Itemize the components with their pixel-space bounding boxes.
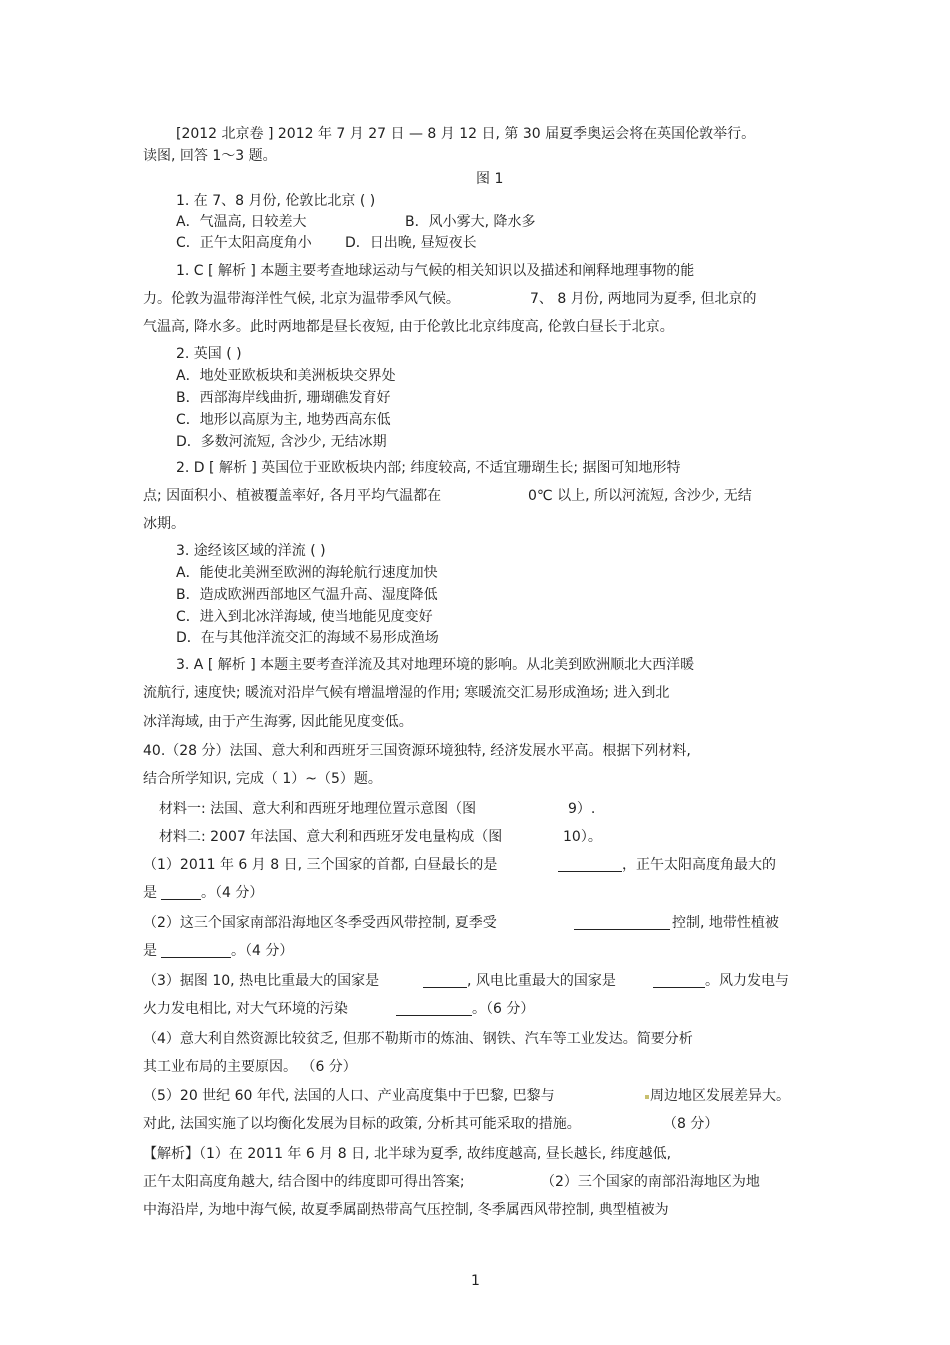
part-2-answer-blank-1[interactable] <box>574 915 670 930</box>
part-4-text-a: （4）意大利自然资源比较贫乏, 但那不勒斯市的炼油、钢铁、汽车等工业发达。简要分析 <box>143 1031 693 1047</box>
intro-line-1: [2012 北京卷 ] 2012 年 7 月 27 日 — 8 月 12 日, 第 30 届夏季奥运会将在英国伦敦举行。 <box>176 126 756 142</box>
material-2-figure-ref: 10）。 <box>563 829 602 845</box>
part-3-answer-blank-2[interactable] <box>653 973 705 988</box>
material-1-text: 材料一: 法国、意大利和西班牙地理位置示意图（图 <box>159 801 477 817</box>
q40-heading-line-2: 结合所学知识, 完成（ 1）~（5）题。 <box>143 771 382 787</box>
q3-option-d: D．在与其他洋流交汇的海域不易形成渔场 <box>176 630 439 646</box>
part-5-score: （8 分） <box>663 1116 719 1132</box>
material-1-figure-ref: 9）. <box>568 801 596 817</box>
q2-option-a: A．地处亚欧板块和美洲板块交界处 <box>176 368 396 384</box>
q1-option-d: D．日出晚, 昼短夜长 <box>345 235 477 251</box>
q2-stem: 2. 英国 ( ) <box>176 346 242 362</box>
q2-option-c: C．地形以高原为主, 地势西高东低 <box>176 412 391 428</box>
q1-explanation-line-2a: 力。伦敦为温带海洋性气候, 北京为温带季风气候。 <box>143 291 460 307</box>
part-1-answer-blank-2[interactable] <box>161 885 201 900</box>
analysis-line-1: 【解析】（1）在 2011 年 6 月 8 日, 北半球为夏季, 故纬度越高, 昼长越长, 纬度越低, <box>143 1146 672 1162</box>
q2-explanation-line-2a: 点; 因面积小、植被覆盖率好, 各月平均气温都在 <box>143 488 442 504</box>
part-3-answer-blank-1[interactable] <box>423 973 467 988</box>
part-1-answer-blank-1[interactable] <box>558 857 622 872</box>
part-2-answer-blank-2[interactable] <box>161 943 231 958</box>
analysis-line-2a: 正午太阳高度角越大, 结合图中的纬度即可得出答案; <box>143 1174 465 1190</box>
intro-line-2: 读图, 回答 1～3 题。 <box>143 148 277 164</box>
q1-stem: 1. 在 7、8 月份, 伦敦比北京 ( ) <box>176 193 376 209</box>
material-2-text: 材料二: 2007 年法国、意大利和西班牙发电量构成（图 <box>159 829 503 845</box>
part-5-text-a: （5）20 世纪 60 年代, 法国的人口、产业高度集中于巴黎, 巴黎与 <box>143 1088 555 1104</box>
q3-option-a: A．能使北美洲至欧洲的海轮航行速度加快 <box>176 565 438 581</box>
part-1-text-b: ，正午太阳高度角最大的 <box>622 857 776 873</box>
q2-option-d: D．多数河流短, 含沙少, 无结冰期 <box>176 434 387 450</box>
analysis-line-2b: （2）三个国家的南部沿海地区为地 <box>541 1174 760 1190</box>
part-3-answer-blank-3[interactable] <box>396 1001 472 1016</box>
part-3-text-c: 。风力发电与 <box>705 973 789 989</box>
q1-explanation-line-2b: 7、 8 月份, 两地同为夏季, 但北京的 <box>530 291 757 307</box>
q2-explanation-line-2b: 0℃ 以上, 所以河流短, 含沙少, 无结 <box>528 488 752 504</box>
part-2-text-c: 是 <box>143 943 157 959</box>
q1-option-b: B．风小雾大, 降水多 <box>405 214 536 230</box>
q3-explanation-line-3: 冰洋海域, 由于产生海雾, 因此能见度变低。 <box>143 714 413 730</box>
part-1-text-a: （1）2011 年 6 月 8 日, 三个国家的首都, 白昼最长的是 <box>143 857 498 873</box>
q2-explanation-line-3: 冰期。 <box>143 516 185 532</box>
q3-explanation-line-1: 3. A [ 解析 ] 本题主要考查洋流及其对地理环境的影响。从北美到欧洲顺北大西洋暖 <box>176 657 695 673</box>
q3-explanation-line-2: 流航行, 速度快; 暖流对沿岸气候有增温增湿的作用; 寒暖流交汇易形成渔场; 进入到北 <box>143 685 670 701</box>
part-5-text-b-content: 周边地区发展差异大。 <box>650 1088 790 1104</box>
q3-option-b: B．造成欧洲西部地区气温升高、湿度降低 <box>176 587 438 603</box>
page-number: 1 <box>471 1273 480 1289</box>
part-2-text-b: 控制, 地带性植被 <box>672 915 779 931</box>
part-5-text-c: 对此, 法国实施了以均衡化发展为目标的政策, 分析其可能采取的措施。 <box>143 1116 581 1132</box>
q1-option-c: C．正午太阳高度角小 <box>176 235 312 251</box>
q40-heading-line-1: 40.（28 分）法国、意大利和西班牙三国资源环境独特, 经济发展水平高。根据下列材料, <box>143 743 691 759</box>
part-3-text-b: , 风电比重最大的国家是 <box>467 973 616 989</box>
part-4-text-b: 其工业布局的主要原因。 （6 分） <box>143 1059 357 1075</box>
q1-explanation-line-3: 气温高, 降水多。此时两地都是昼长夜短, 由于伦敦比北京纬度高, 伦敦白昼长于北京。 <box>143 319 674 335</box>
q1-option-a: A．气温高, 日较差大 <box>176 214 307 230</box>
q3-option-c: C．进入到北冰洋海域, 使当地能见度变好 <box>176 609 433 625</box>
q2-explanation-line-1: 2. D [ 解析 ] 英国位于亚欧板块内部; 纬度较高, 不适宜珊瑚生长; 据图可知地形特 <box>176 460 681 476</box>
part-5-text-b <box>645 1087 790 1105</box>
part-3-text-a: （3）据图 10, 热电比重最大的国家是 <box>143 973 380 989</box>
part-3-score: 。（6 分） <box>472 1001 535 1017</box>
part-1-text-c: 是 <box>143 885 157 901</box>
q2-option-b: B．西部海岸线曲折, 珊瑚礁发育好 <box>176 390 391 406</box>
part-2-text-a: （2）这三个国家南部沿海地区冬季受西风带控制, 夏季受 <box>143 915 497 931</box>
part-3-text-d: 火力发电相比, 对大气环境的污染 <box>143 1001 348 1017</box>
marker-dot <box>645 1095 649 1099</box>
part-1-score: 。（4 分） <box>201 885 264 901</box>
part-2-score: 。（4 分） <box>231 943 294 959</box>
figure-label: 图 1 <box>476 171 504 187</box>
q3-stem: 3. 途经该区域的洋流 ( ) <box>176 543 326 559</box>
analysis-line-3: 中海沿岸, 为地中海气候, 故夏季属副热带高气压控制, 冬季属西风带控制, 典型植被为 <box>143 1202 669 1218</box>
q1-explanation-line-1: 1. C [ 解析 ] 本题主要考查地球运动与气候的相关知识以及描述和阐释地理事物的能 <box>176 263 695 279</box>
